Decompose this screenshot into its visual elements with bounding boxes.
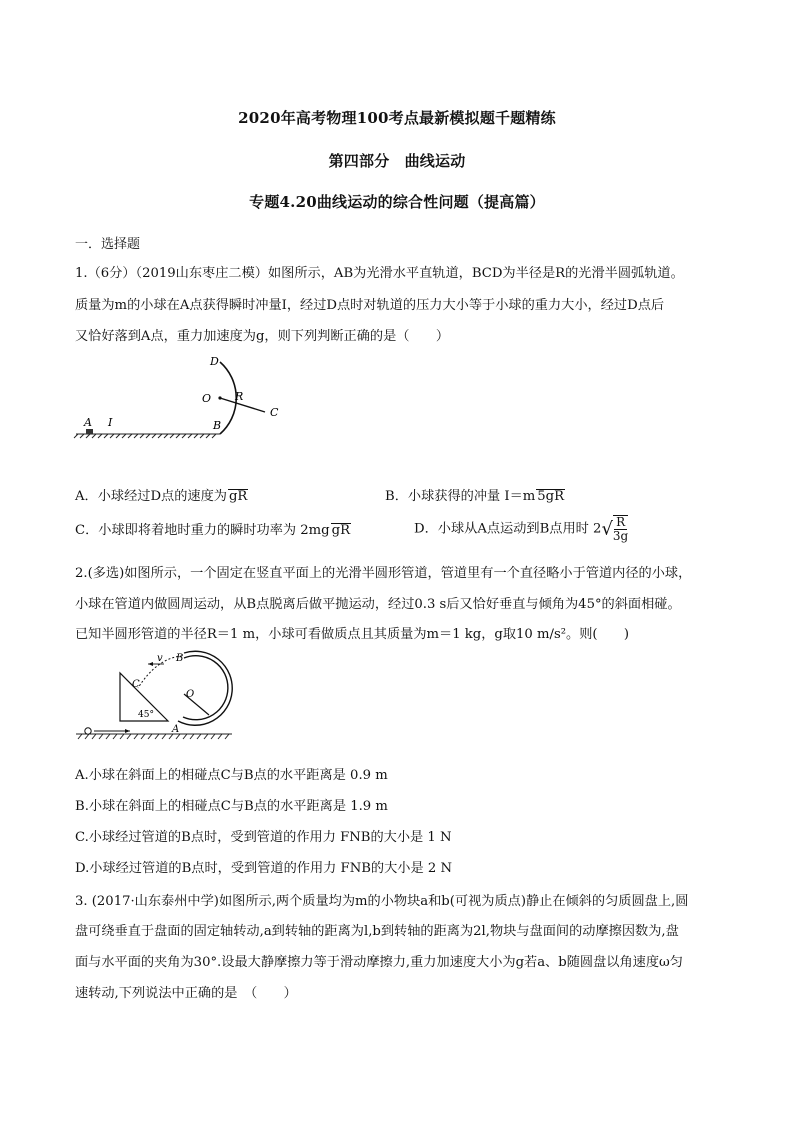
q2-option-a: A.小球在斜面上的相碰点C与B点的水平距离是 0.9 m <box>75 768 388 783</box>
q3-text-line-3: 面与水平面的夹角为30°.设最大静摩擦力等于滑动摩擦力,重力加速度大小为g若a、b随圆盘以角速度ω匀 <box>75 955 683 970</box>
q1-label-c: C <box>270 406 279 419</box>
q2-figure <box>72 650 242 745</box>
q1-option-b <box>385 485 565 504</box>
q2-label-v: v <box>157 653 163 664</box>
q1-ground <box>74 434 220 438</box>
q1-label-r: R <box>235 390 244 403</box>
q2-ball <box>85 728 91 734</box>
q1-text-line-2: 质量为m的小球在A点获得瞬时冲量I，经过D点时对轨道的压力大小等于小球的重力大小，经过D点后 <box>75 298 665 313</box>
q2-label-a: A <box>172 724 180 735</box>
q1-option-c <box>75 519 351 538</box>
q1-option-c-text: C．小球即将着地时重力的瞬时功率为 2mg <box>75 523 330 538</box>
part-heading: 第四部分 曲线运动 <box>328 152 466 170</box>
q1-label-o: O <box>202 392 212 405</box>
section-heading: 一．选择题 <box>75 237 141 252</box>
q2-option-c: C.小球经过管道的B点时，受到管道的作用力 FNB的大小是 1 N <box>75 830 452 845</box>
q1-option-c-radical: gR <box>331 523 350 538</box>
document-title: 2020年高考物理100考点最新模拟题千题精练 <box>238 109 556 127</box>
q1-ball <box>86 429 93 434</box>
q1-option-a-text: A．小球经过D点的速度为 <box>75 489 227 504</box>
q2-label-o: O <box>186 689 195 700</box>
q1-option-a-radical: gR <box>228 489 248 504</box>
q3-text-line-1: 3. (2017·山东泰州中学)如图所示,两个质量均为m的小物块a和b(可视为质点)静止在倾斜的匀质圆盘上,圆 <box>75 894 689 909</box>
q2-option-b: B.小球在斜面上的相碰点C与B点的水平距离是 1.9 m <box>75 799 388 814</box>
q1-label-a: A <box>84 416 92 429</box>
q1-label-d: D <box>210 355 219 368</box>
q2-label-b: B <box>176 653 184 664</box>
q1-option-d-text: D．小球从A点运动到B点用时 2 <box>414 521 602 537</box>
q1-track <box>220 362 236 434</box>
q1-option-d: D．小球从A点运动到B点用时 2√ $\frac{R}{3g}$ <box>414 515 629 543</box>
topic-heading: 专题4.20曲线运动的综合性问题（提高篇） <box>249 193 545 211</box>
q3-text-line-2: 盘可绕垂直于盘面的固定轴转动,a到转轴的距离为l,b到转轴的距离为2l,物块与盘面间的动摩擦因数为,盘 <box>75 924 679 939</box>
q1-text-line-1: 1.（6分）（2019山东枣庄二模）如图所示，AB为光滑水平直轨道，BCD为半径是R的光滑半圆弧轨道。 <box>75 266 684 281</box>
q2-option-d: D.小球经过管道的B点时，受到管道的作用力 FNB的大小是 2 N <box>75 861 452 876</box>
q3-text-line-4: 速转动,下列说法中正确的是 （ ） <box>75 986 297 1001</box>
q2-label-c: C <box>132 679 140 690</box>
q1-option-b-radical: 5gR <box>537 489 565 504</box>
q1-option-d-denominator: 3g <box>612 529 629 543</box>
q2-text-line-3: 已知半圆形管道的半径R＝1 m，小球可看做质点且其质量为m＝1 kg，g取10 m/s²。则( ) <box>75 627 630 642</box>
q2-ground <box>76 734 232 739</box>
q1-option-a <box>75 485 248 504</box>
q2-text-line-1: 2.(多选)如图所示，一个固定在竖直平面上的光滑半圆形管道，管道里有一个直径略小于管道内径的小球， <box>75 566 692 581</box>
q1-figure <box>72 350 302 440</box>
q2-text-line-2: 小球在管道内做圆周运动，从B点脱离后做平抛运动，经过0.3 s后又恰好垂直与倾角为45°的斜面相碰。 <box>75 597 681 612</box>
q1-option-b-text: B．小球获得的冲量 I＝m <box>385 489 536 504</box>
q1-option-d-fraction <box>613 515 628 543</box>
q1-text-line-3: 又恰好落到A点，重力加速度为g，则下列判断正确的是（ ） <box>75 329 450 344</box>
q2-pipe-inner <box>183 656 228 720</box>
q1-label-i: I <box>108 416 113 429</box>
q2-label-angle: 45° <box>138 710 154 720</box>
q1-label-b: B <box>213 419 222 432</box>
q1-option-d-numerator: R <box>616 515 626 529</box>
